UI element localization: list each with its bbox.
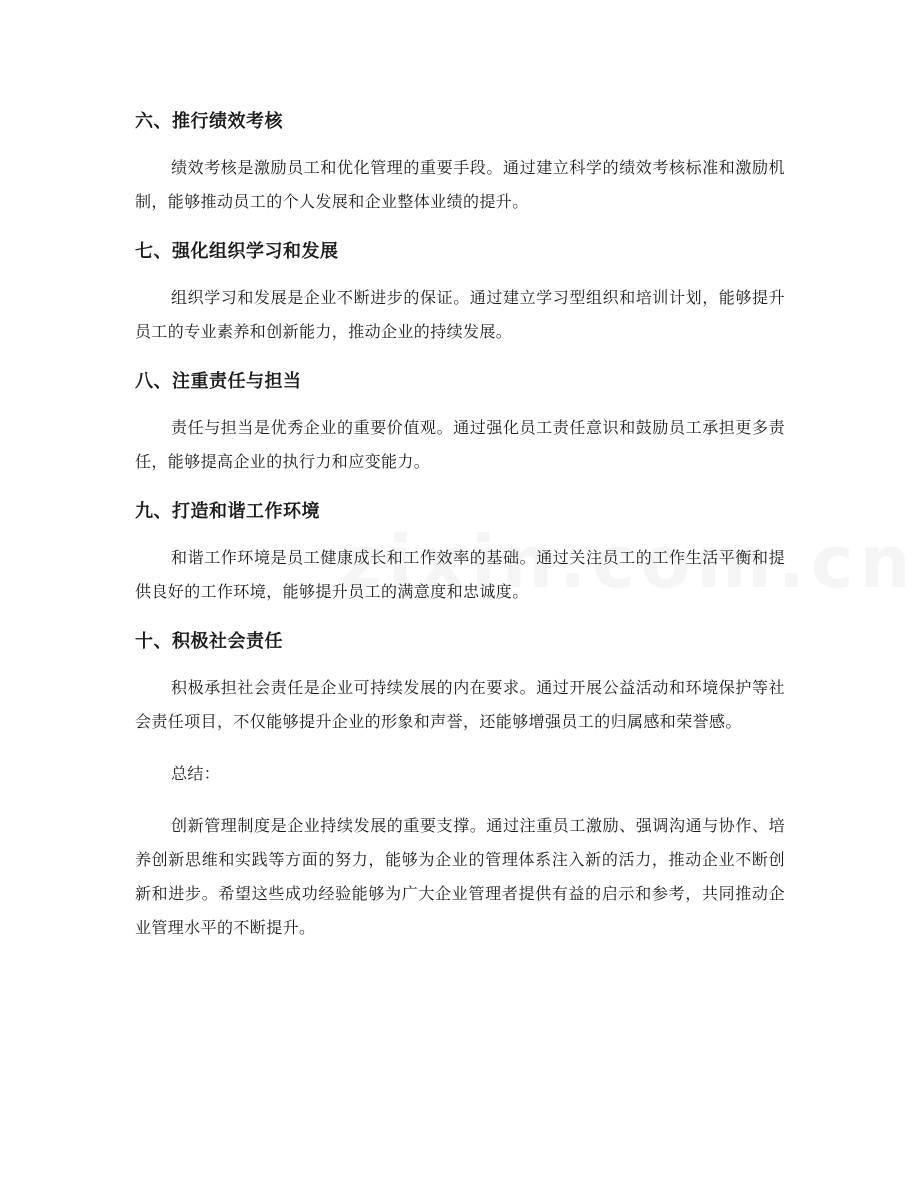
summary-label: 总结： [171, 764, 221, 783]
summary-section [135, 757, 785, 945]
document-body [135, 103, 785, 945]
section-10 [135, 623, 785, 739]
section-heading: 六、推行绩效考核 [135, 111, 283, 132]
section-7 [135, 233, 785, 349]
section-heading: 八、注重责任与担当 [135, 371, 302, 392]
section-heading: 九、打造和谐工作环境 [135, 501, 320, 522]
section-heading: 七、强化组织学习和发展 [135, 241, 339, 262]
section-heading: 十、积极社会责任 [135, 631, 283, 652]
section-9 [135, 493, 785, 609]
section-8 [135, 363, 785, 479]
section-6 [135, 103, 785, 219]
summary-paragraph: 创新管理制度是企业持续发展的重要支撑。通过注重员工激励、强调沟通与协作、培养创新思维和实践等方面的努力，能够为企业的管理体系注入新的活力，推动企业不断创新和进步。希望这些成功经验能够为广大企业管理者提供有益的启示和参考，共同推动企业管理水平的不断提升。 [135, 816, 785, 937]
section-paragraph: 责任与担当是优秀企业的重要价值观。通过强化员工责任意识和鼓励员工承担更多责任，能够提高企业的执行力和应变能力。 [135, 418, 785, 471]
section-paragraph: 绩效考核是激励员工和优化管理的重要手段。通过建立科学的绩效考核标准和激励机制，能够推动员工的个人发展和企业整体业绩的提升。 [135, 158, 785, 211]
section-paragraph: 组织学习和发展是企业不断进步的保证。通过建立学习型组织和培训计划，能够提升员工的专业素养和创新能力，推动企业的持续发展。 [135, 288, 785, 341]
section-paragraph: 积极承担社会责任是企业可持续发展的内在要求。通过开展公益活动和环境保护等社会责任项目，不仅能够提升企业的形象和声誉，还能够增强员工的归属感和荣誉感。 [135, 678, 785, 731]
section-paragraph: 和谐工作环境是员工健康成长和工作效率的基础。通过关注员工的工作生活平衡和提供良好的工作环境，能够提升员工的满意度和忠诚度。 [135, 548, 785, 601]
